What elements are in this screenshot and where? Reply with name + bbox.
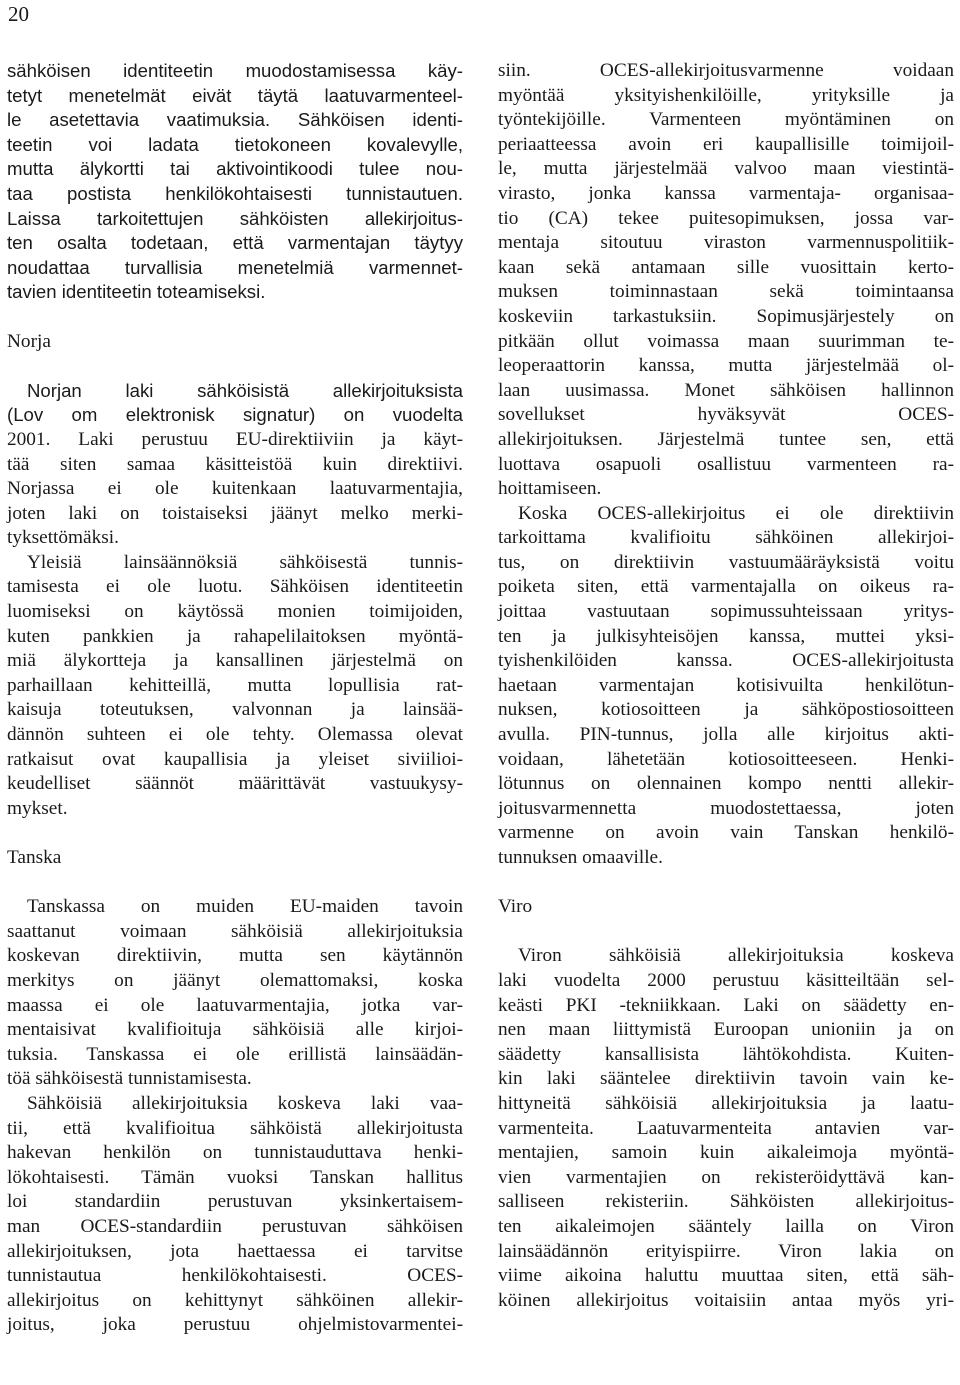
- text-line: hakevan henkilön on tunnistauduttava henki-: [7, 1142, 463, 1164]
- text-line: joittaa vastuutaan sopimussuhteissaan yritys-: [498, 601, 954, 623]
- text-line: 2001. Laki perustuu EU-direktiiviin ja käyt-: [7, 428, 463, 450]
- text-line: Tanskassa on muiden EU-maiden tavoin: [27, 896, 463, 918]
- paragraph-gap: [498, 871, 954, 896]
- text-line: varmenne on avoin vain Tanskan henkilö-: [498, 822, 954, 844]
- text-line: vien varmentajien on rekisteröidyttävä kan-: [498, 1166, 954, 1188]
- text-line: ten aikaleimojen sääntely lailla on Viron: [498, 1215, 954, 1237]
- text-line: mentaisivat kvalifioituja sähköisiä alle kirjoi-: [7, 1019, 463, 1041]
- text-line: taa postista henkilökohtaisesti tunnistautuen.: [7, 182, 463, 204]
- text-line: koskevan direktiivin, mutta sen käytännön: [7, 945, 463, 967]
- text-line: teetin voi ladata tietokoneen kovalevylle,: [7, 133, 463, 155]
- text-line: kaan sekä antamaan sille vuosittain kerto-: [498, 256, 954, 278]
- right-column: [498, 59, 954, 1313]
- text-line: koskeviin tarkastuksiin. Sopimusjärjestely on: [498, 305, 954, 327]
- text-line: Yleisiä lainsäännöksiä sähköisestä tunnis-: [27, 551, 463, 573]
- text-line: virasto, jonka kanssa varmentaja- organisaa-: [498, 182, 954, 204]
- text-line: viime aikoina haluttu muuttaa siten, että säh-: [498, 1265, 954, 1287]
- text-line: nen maan liittymistä Euroopan unioniin ja on: [498, 1019, 954, 1041]
- text-line: tio (CA) tekee puitesopimuksen, jossa var-: [498, 207, 954, 229]
- text-line: siin. OCES-allekirjoitusvarmenne voidaan: [498, 60, 954, 81]
- text-line: saattanut voimaan sähköisiä allekirjoituksia: [7, 920, 463, 942]
- text-line: lökohtaisesti. Tämän vuoksi Tanskan hallitus: [7, 1166, 463, 1188]
- text-line: laki vuodelta 2000 perustuu käsitteiltään sel-: [498, 969, 954, 991]
- text-line: luomiseksi on käytössä monien toimijoiden,: [7, 601, 463, 623]
- text-line: sähköisen identiteetin muodostamisessa käy-: [7, 60, 463, 81]
- text-line: joitusvarmennetta muodostettaessa, joten: [498, 797, 954, 819]
- text-line: hittyneitä sähköisiä allekirjoituksia ja laatu-: [498, 1092, 954, 1114]
- text-line: työntekijöille. Varmenteen myöntäminen on: [498, 109, 954, 131]
- text-line: tyishenkilöiden kanssa. OCES-allekirjoitusta: [498, 650, 954, 672]
- text-line: tavien identiteetin toteamiseksi.: [7, 281, 266, 303]
- text-line: tunnistautua henkilökohtaisesti. OCES-: [7, 1265, 463, 1287]
- text-line: sovellukset hyväksyvät OCES-: [498, 404, 954, 426]
- text-line: pitkään ollut voimassa maan suurimman te-: [498, 330, 954, 352]
- text-line: (Lov om elektronisk signatur) on vuodelta: [7, 404, 463, 426]
- paragraph-gap: [7, 305, 463, 330]
- paragraph-gap: [498, 920, 954, 945]
- text-line: lötunnus on olennainen kompo nentti allekir-: [498, 773, 954, 795]
- text-line: leoperaattorin kanssa, mutta järjestelmää ol-: [498, 355, 954, 377]
- text-line: noudattaa turvallisia menetelmiä varmennet-: [7, 256, 463, 278]
- text-line: miä älykortteja ja kansallinen järjestelmä on: [7, 650, 463, 672]
- text-line: laan uusimassa. Monet sähköisen hallinnon: [498, 379, 954, 401]
- text-line: Norjassa ei ole kuitenkaan laatuvarmentajia,: [7, 478, 463, 500]
- text-line: ten ja julkisyhteisöjen kanssa, muttei yksi-: [498, 625, 954, 647]
- text-line: mentajien, samoin kuin aikaleimoja myöntä-: [498, 1142, 954, 1164]
- section-heading: Viro: [498, 896, 533, 918]
- text-line: myöntää yksityishenkilöille, yrityksille ja: [498, 84, 954, 106]
- text-line: haetaan varmentajan kotisivuilta henkilötun-: [498, 674, 954, 696]
- text-line: dännön suhteen ei ole tehty. Olemassa olevat: [7, 724, 463, 746]
- text-line: köinen allekirjoitus voitaisiin antaa myös yri-: [498, 1289, 954, 1311]
- text-line: man OCES-standardiin perustuvan sähköisen: [7, 1215, 463, 1237]
- text-line: tarkoittama kvalifioitu sähköinen allekirjoi-: [498, 527, 954, 549]
- text-line: Sähköisiä allekirjoituksia koskeva laki vaa-: [27, 1092, 463, 1114]
- text-line: muksen toiminnastaan sekä toimintaansa: [498, 281, 954, 303]
- text-line: mentaja sitoutuu viraston varmennuspolitiik-: [498, 232, 954, 254]
- text-line: Viron sähköisiä allekirjoituksia koskeva: [518, 945, 954, 967]
- text-line: allekirjoitus on kehittynyt sähköinen allekir-: [7, 1289, 463, 1311]
- page-number: 20: [8, 2, 29, 26]
- text-line: tuksia. Tanskassa ei ole erillistä lainsäädän-: [7, 1043, 463, 1065]
- text-line: tää siten samaa käsitteistöä kuin direktiivi.: [7, 453, 463, 475]
- text-line: mykset.: [7, 797, 68, 819]
- text-line: le, mutta järjestelmää valvoo maan viestintä-: [498, 158, 954, 180]
- text-line: voidaan, lähetetään kotiosoitteeseen. Henki-: [498, 748, 954, 770]
- paragraph-gap: [7, 871, 463, 896]
- text-line: merkitys on jäänyt olemattomaksi, koska: [7, 969, 463, 991]
- text-line: ten osalta todetaan, että varmentajan täytyy: [7, 232, 463, 254]
- text-line: säädetty kansallisista lähtökohdista. Kuiten-: [498, 1043, 954, 1065]
- section-heading: Tanska: [7, 847, 62, 868]
- text-line: keästi PKI -tekniikkaan. Laki on säädetty en-: [498, 994, 954, 1016]
- text-line: töä sähköisestä tunnistamisesta.: [7, 1068, 252, 1090]
- text-line: tii, että kvalifioitua sähköistä allekirjoitusta: [7, 1117, 463, 1139]
- text-line: hoittamiseen.: [498, 478, 602, 500]
- text-line: allekirjoituksen, jota haettaessa ei tarvitse: [7, 1240, 463, 1262]
- text-line: tus, on direktiivin vastuumääräyksistä voitu: [498, 551, 954, 573]
- text-line: Laissa tarkoitettujen sähköisten allekirjoitus-: [7, 207, 463, 229]
- text-line: luottava osapuoli osallistuu varmenteen ra-: [498, 453, 954, 475]
- text-line: le asetettavia vaatimuksia. Sähköisen identi-: [7, 109, 463, 131]
- text-line: allekirjoituksen. Järjestelmä tuntee sen, että: [498, 428, 954, 450]
- text-line: tetyt menetelmät eivät täytä laatuvarmenteel-: [7, 84, 463, 106]
- text-line: periaatteessa avoin eri kaupallisille toimijoil-: [498, 133, 954, 155]
- text-line: kin laki sääntelee direktiivin tavoin vain ke-: [498, 1068, 954, 1090]
- text-line: salliseen rekisteriin. Sähköisten allekirjoitus-: [498, 1191, 954, 1213]
- text-line: Koska OCES-allekirjoitus ei ole direktiivin: [518, 502, 954, 524]
- text-line: tyksettömäksi.: [7, 527, 119, 549]
- text-line: lainsäädännön erityispiirre. Viron lakia on: [498, 1240, 954, 1262]
- paragraph-gap: [7, 354, 463, 379]
- text-line: avulla. PIN-tunnus, jolla alle kirjoitus akti-: [498, 724, 954, 746]
- text-line: kaisuja toteutuksen, valvonnan ja lainsää-: [7, 699, 463, 721]
- text-line: tunnuksen omaaville.: [498, 847, 663, 868]
- text-line: kuten pankkien ja rahapelilaitoksen myöntä-: [7, 625, 463, 647]
- text-line: mutta älykortti tai aktivointikoodi tulee nou-: [7, 158, 463, 180]
- text-line: parhaillaan kehitteillä, mutta lopullisia rat-: [7, 674, 463, 696]
- text-line: tamisesta ei ole luotu. Sähköisen identiteetin: [7, 576, 463, 598]
- text-line: varmenteita. Laatuvarmenteita antavien var-: [498, 1117, 954, 1139]
- text-line: maassa ei ole laatuvarmentajia, jotka var-: [7, 994, 463, 1016]
- left-column: [7, 59, 463, 1338]
- section-heading: Norja: [7, 330, 51, 352]
- text-line: ratkaisut ovat kaupallisia ja yleiset siviilioi-: [7, 748, 463, 770]
- paragraph-gap: [7, 821, 463, 846]
- text-line: joten laki on toistaiseksi jäänyt melko merki-: [7, 502, 463, 524]
- text-line: nuksen, kotiosoitteen ja sähköpostiosoitteen: [498, 699, 954, 721]
- text-line: joitus, joka perustuu ohjelmistovarmentei-: [7, 1314, 463, 1336]
- text-line: poiketa siten, että varmentajalla on oikeus ra-: [498, 576, 954, 598]
- text-line: loi standardiin perustuvan yksinkertaisem-: [7, 1191, 463, 1213]
- text-line: Norjan laki sähköisistä allekirjoituksista: [27, 379, 463, 401]
- text-line: keudelliset säännöt määrittävät vastuukysy-: [7, 773, 463, 795]
